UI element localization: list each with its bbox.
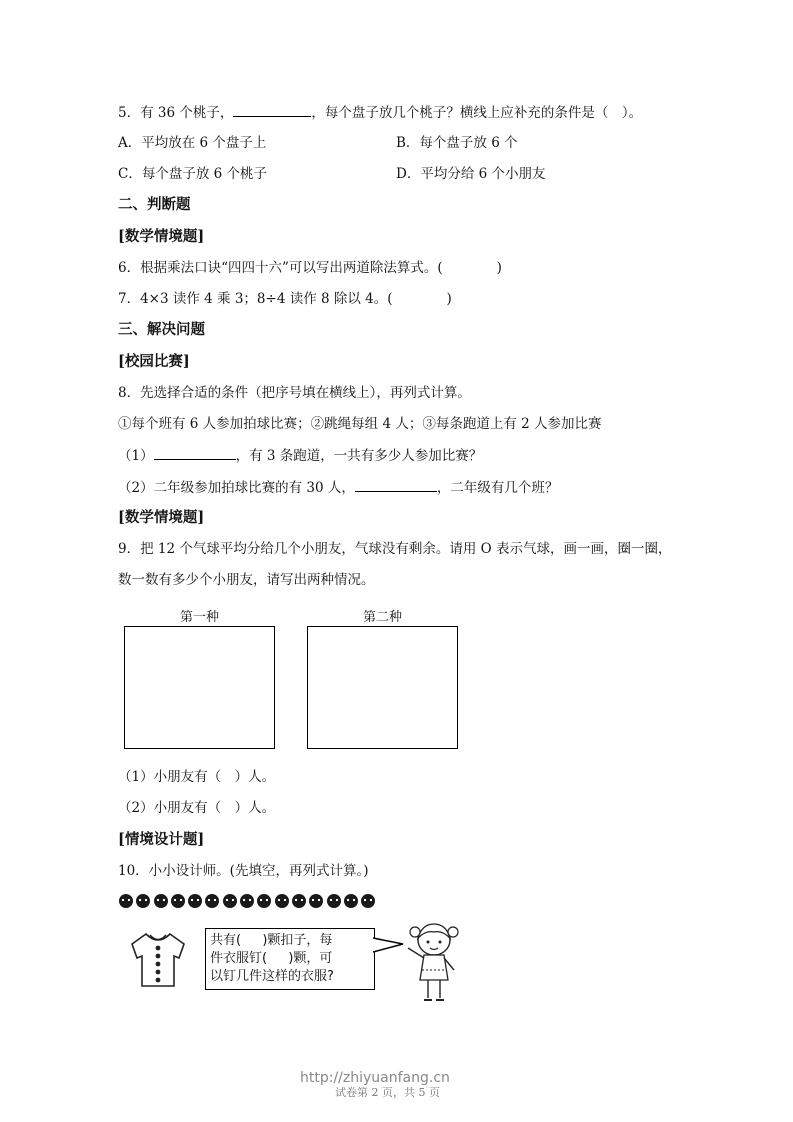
- q5-text-before: 5．有 36 个桃子，: [118, 105, 234, 121]
- q6: 6．根据乘法口诀“四四十六”可以写出两道除法算式。( ): [118, 260, 502, 276]
- bubble-line-3: 以钉几件这样的衣服?: [210, 969, 334, 984]
- q10-stem: 10．小小设计师。(先填空，再列式计算。): [118, 863, 369, 879]
- q8-sub2-blank[interactable]: [355, 478, 437, 492]
- q8-sub1-before: （1）: [118, 448, 154, 464]
- button-icon: [344, 894, 358, 908]
- button-icon: [292, 894, 306, 908]
- q9-answer-1: （1）小朋友有（ ）人。: [118, 769, 276, 785]
- button-icon: [188, 894, 202, 908]
- q9-box2-label: 第二种: [362, 610, 402, 625]
- button-icon: [240, 894, 254, 908]
- bubble-text: [210, 932, 334, 986]
- shirt-icon: [128, 930, 188, 990]
- q8-sub1-after: ，有 3 条跑道，一共有多少人参加比赛？: [235, 448, 483, 464]
- tag-math-context-1: [数学情境题]: [118, 228, 205, 245]
- button-icon: [205, 894, 219, 908]
- button-icon: [154, 894, 168, 908]
- bubble-line-1: 共有( )颗扣子，每: [210, 933, 333, 948]
- q9-drawing-box-2[interactable]: [307, 626, 458, 749]
- button-icon: [327, 894, 341, 908]
- button-icon: [223, 894, 237, 908]
- q5-option-c[interactable]: C．每个盘子放 6 个桃子: [118, 166, 268, 182]
- button-icon: [257, 894, 271, 908]
- q8-sub1: [118, 446, 482, 465]
- tag-math-context-2: [数学情境题]: [118, 509, 205, 526]
- q9-drawing-box-1[interactable]: [124, 626, 275, 749]
- button-icon: [136, 894, 150, 908]
- section-judgement-heading: 二、判断题: [118, 196, 191, 213]
- tag-campus-competition: [校园比赛]: [118, 353, 190, 370]
- section-solve-heading: 三、解决问题: [118, 321, 205, 338]
- q5-blank[interactable]: [233, 103, 311, 117]
- q8-sub2: [118, 478, 558, 497]
- q5-option-a[interactable]: A．平均放在 6 个盘子上: [118, 135, 267, 151]
- q9-line2: 数一数有多少个小朋友，请写出两种情况。: [118, 572, 375, 588]
- page-number: 试卷第 2 页，共 5 页: [335, 1086, 440, 1099]
- q8-sub2-after: ，二年级有几个班？: [436, 480, 559, 496]
- speech-bubble: [205, 928, 375, 990]
- button-icon: [119, 894, 133, 908]
- button-icon: [361, 894, 375, 908]
- q8-sub2-before: （2）二年级参加拍球比赛的有 30 人，: [118, 480, 355, 496]
- q8-stem: 8．先选择合适的条件（把序号填在横线上），再列式计算。: [118, 385, 471, 401]
- q5-option-b[interactable]: B．每个盘子放 6 个: [396, 135, 518, 151]
- buttons-row: [119, 893, 378, 912]
- footer-watermark: http://zhiyuanfang.cn: [300, 1070, 450, 1086]
- q5-text-after: ，每个盘子放几个桃子？横线上应补充的条件是（ ）。: [311, 105, 643, 121]
- button-icon: [275, 894, 289, 908]
- bubble-line-2: 件衣服钉( )颗，可: [210, 951, 333, 966]
- girl-icon: [400, 918, 468, 1006]
- q8-conditions: ①每个班有 6 人参加拍球比赛；②跳绳每组 4 人；③每条跑道上有 2 人参加比赛: [118, 416, 602, 432]
- button-icon: [171, 894, 185, 908]
- q9-answer-2: （2）小朋友有（ ）人。: [118, 800, 276, 816]
- q5-option-d[interactable]: D．平均分给 6 个小朋友: [396, 166, 546, 182]
- tag-scenario-design: [情境设计题]: [118, 831, 205, 848]
- q5-stem: [118, 103, 642, 122]
- q8-sub1-blank[interactable]: [154, 446, 236, 460]
- q7: 7．4×3 读作 4 乘 3；8÷4 读作 8 除以 4。( ): [118, 291, 452, 307]
- q9-line1: 9．把 12 个气球平均分给几个小朋友，气球没有剩余。请用 O 表示气球，画一画，圈一圈，: [118, 541, 672, 557]
- q9-box1-label: 第一种: [179, 610, 219, 625]
- button-icon: [309, 894, 323, 908]
